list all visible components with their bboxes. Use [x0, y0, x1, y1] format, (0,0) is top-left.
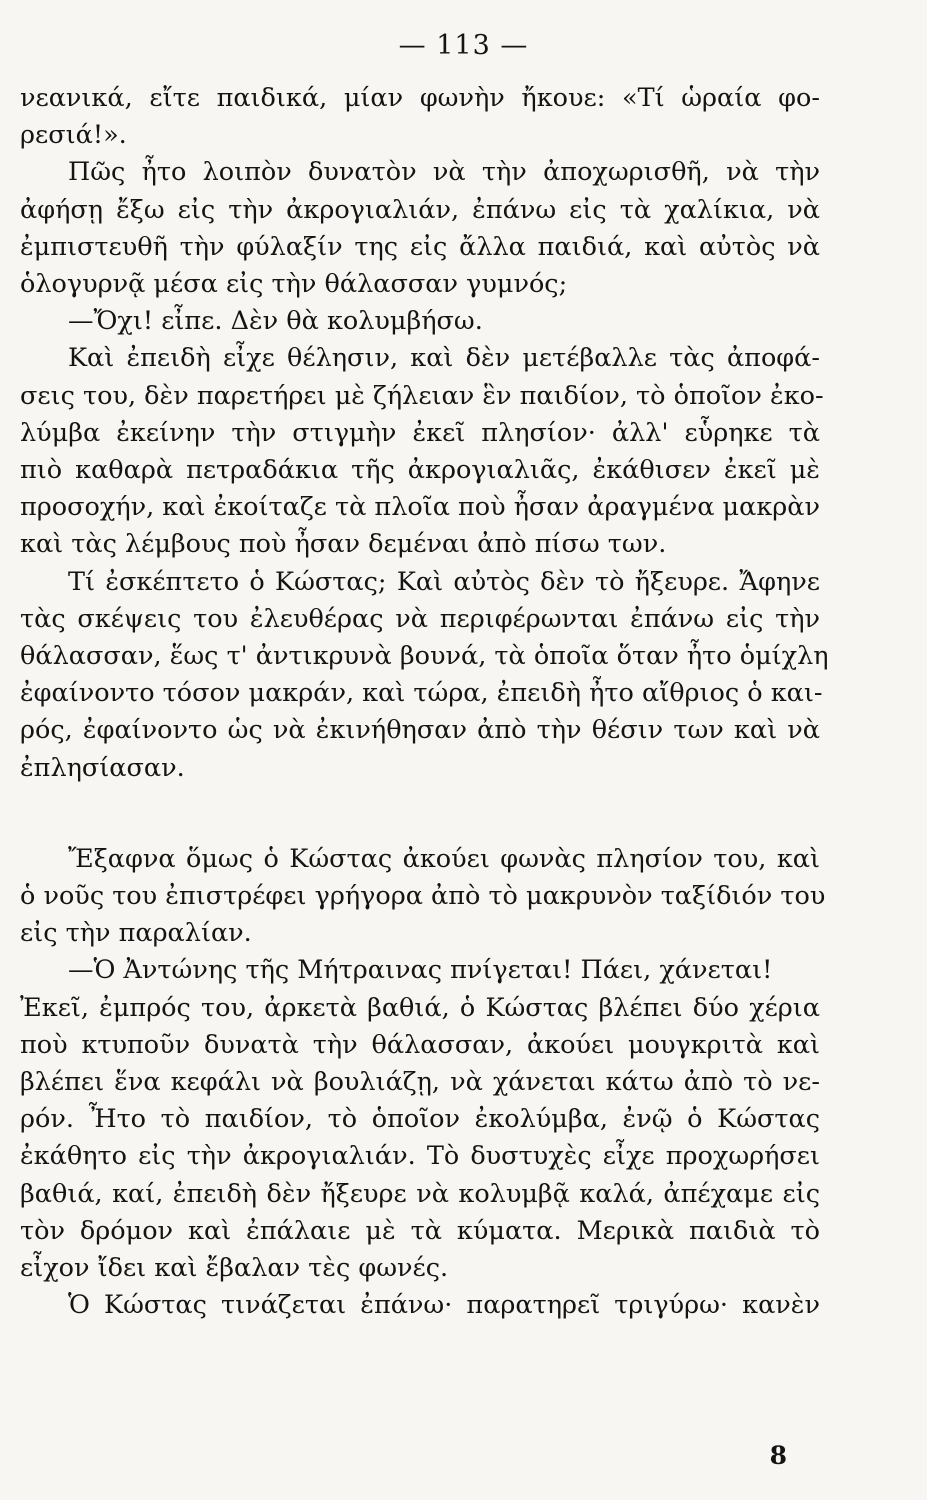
text-line: —Ὄχι! εἶπε. Δὲν θὰ κολυμβήσω.	[68, 306, 483, 337]
text-line: Ἔξαφνα ὅμως ὁ Κώστας ἀκούει φωνὰς πλησίον του, καὶ	[68, 843, 820, 874]
text-line: εἰς τὴν παραλίαν.	[20, 918, 252, 949]
text-line: λύμβα ἐκείνην τὴν στιγμὴν ἐκεῖ πλησίον· ἀλλ' εὗρηκε τὰ	[20, 417, 820, 448]
section-break	[20, 787, 820, 841]
text-line: ρόν. Ἦτο τὸ παιδίον, τὸ ὁποῖον ἐκολύμβα, ἐνῷ ὁ Κώστας	[20, 1104, 820, 1135]
text-line: —Ὁ Ἀντώνης τῆς Μήτραινας πνίγεται! Πάει, χάνεται!	[68, 955, 773, 986]
text-line: βαθιά, καί, ἐπειδὴ δὲν ἤξευρε νὰ κολυμβᾷ καλά, ἀπέχαμε εἰς	[20, 1178, 820, 1209]
text-line: Πῶς ἦτο λοιπὸν δυνατὸν νὰ τὴν ἀποχωρισθῆ, νὰ τὴν	[68, 157, 820, 188]
text-line: τὰς σκέψεις του ἐλευθέρας νὰ περιφέρωνται ἐπάνω εἰς τὴν	[20, 603, 820, 634]
text-line: ρεσιά!».	[20, 120, 127, 151]
text-line: ἐμπιστευθῆ τὴν φύλαξίν της εἰς ἄλλα παιδιά, καὶ αὐτὸς νὰ	[20, 231, 820, 262]
text-line: καὶ τὰς λέμβους ποὺ ἦσαν δεμέναι ἀπὸ πίσω των.	[20, 529, 667, 560]
text-line: σεις του, δὲν παρετήρει μὲ ζήλειαν ἓν παιδίον, τὸ ὁποῖον ἐκο-	[20, 380, 824, 411]
text-line: ἐκάθητο εἰς τὴν ἀκρογιαλιάν. Τὸ δυστυχὲς εἶχε προχωρήσει	[20, 1141, 820, 1172]
body-text	[20, 80, 829, 1325]
text-line: εἶχον ἴδει καὶ ἔβαλαν τὲς φωνές.	[20, 1253, 449, 1284]
text-line: νεανικά, εἴτε παιδικά, μίαν φωνὴν ἤκουε: «Τί ὡραία φο-	[20, 83, 820, 113]
text-line: ὁ νοῦς του ἐπιστρέφει γρήγορα ἀπὸ τὸ μακρυνὸν ταξίδιόν του	[20, 881, 826, 912]
text-line: Τί ἐσκέπτετο ὁ Κώστας; Καὶ αὐτὸς δὲν τὸ ἤξευρε. Ἄφηνε	[68, 566, 820, 597]
text-line: τὸν δρόμον καὶ ἐπάλαιε μὲ τὰ κύματα. Μερικὰ παιδιὰ τὸ	[20, 1215, 820, 1246]
text-line: ὁλογυρνᾷ μέσα εἰς τὴν θάλασσαν γυμνός;	[20, 269, 568, 300]
text-line: ἐφαίνοντο τόσον μακράν, καὶ τώρα, ἐπειδὴ ἦτο αἴθριος ὁ και-	[20, 678, 823, 709]
text-line: προσοχήν, καὶ ἐκοίταζε τὰ πλοῖα ποὺ ἦσαν ἀραγμένα μακρὰν	[20, 492, 820, 523]
text-line: ἀφήσῃ ἔξω εἰς τὴν ἀκρογιαλιάν, ἐπάνω εἰς τὰ χαλίκια, νὰ	[20, 194, 820, 225]
text-line: θάλασσαν, ἕως τ' ἀντικρυνὰ βουνά, τὰ ὁποῖα ὅταν ἦτο ὁμίχλη	[20, 641, 829, 672]
text-line: βλέπει ἕνα κεφάλι νὰ βουλιάζῃ, νὰ χάνεται κάτω ἀπὸ τὸ νε-	[20, 1067, 820, 1098]
text-line: Ὁ Κώστας τινάζεται ἐπάνω· παρατηρεῖ τριγύρω· κανὲν	[68, 1290, 820, 1321]
text-line: ἐπλησίασαν.	[20, 752, 185, 783]
text-line: ρός, ἐφαίνοντο ὡς νὰ ἐκινήθησαν ἀπὸ τὴν θέσιν των καὶ νὰ	[20, 715, 820, 746]
text-line: Καὶ ἐπειδὴ εἶχε θέλησιν, καὶ δὲν μετέβαλλε τὰς ἀποφά-	[68, 343, 820, 374]
printer-signature-mark: 8	[769, 1441, 787, 1470]
page-number: — 113 —	[398, 30, 529, 61]
text-line: πιὸ καθαρὰ πετραδάκια τῆς ἀκρογιαλιᾶς, ἐκάθισεν ἐκεῖ μὲ	[20, 455, 820, 486]
text-line: Ἐκεῖ, ἐμπρός του, ἀρκετὰ βαθιά, ὁ Κώστας βλέπει δύο χέρια	[20, 992, 820, 1023]
text-line: ποὺ κτυποῦν δυνατὰ τὴν θάλασσαν, ἀκούει μουγκριτὰ καὶ	[20, 1029, 820, 1060]
